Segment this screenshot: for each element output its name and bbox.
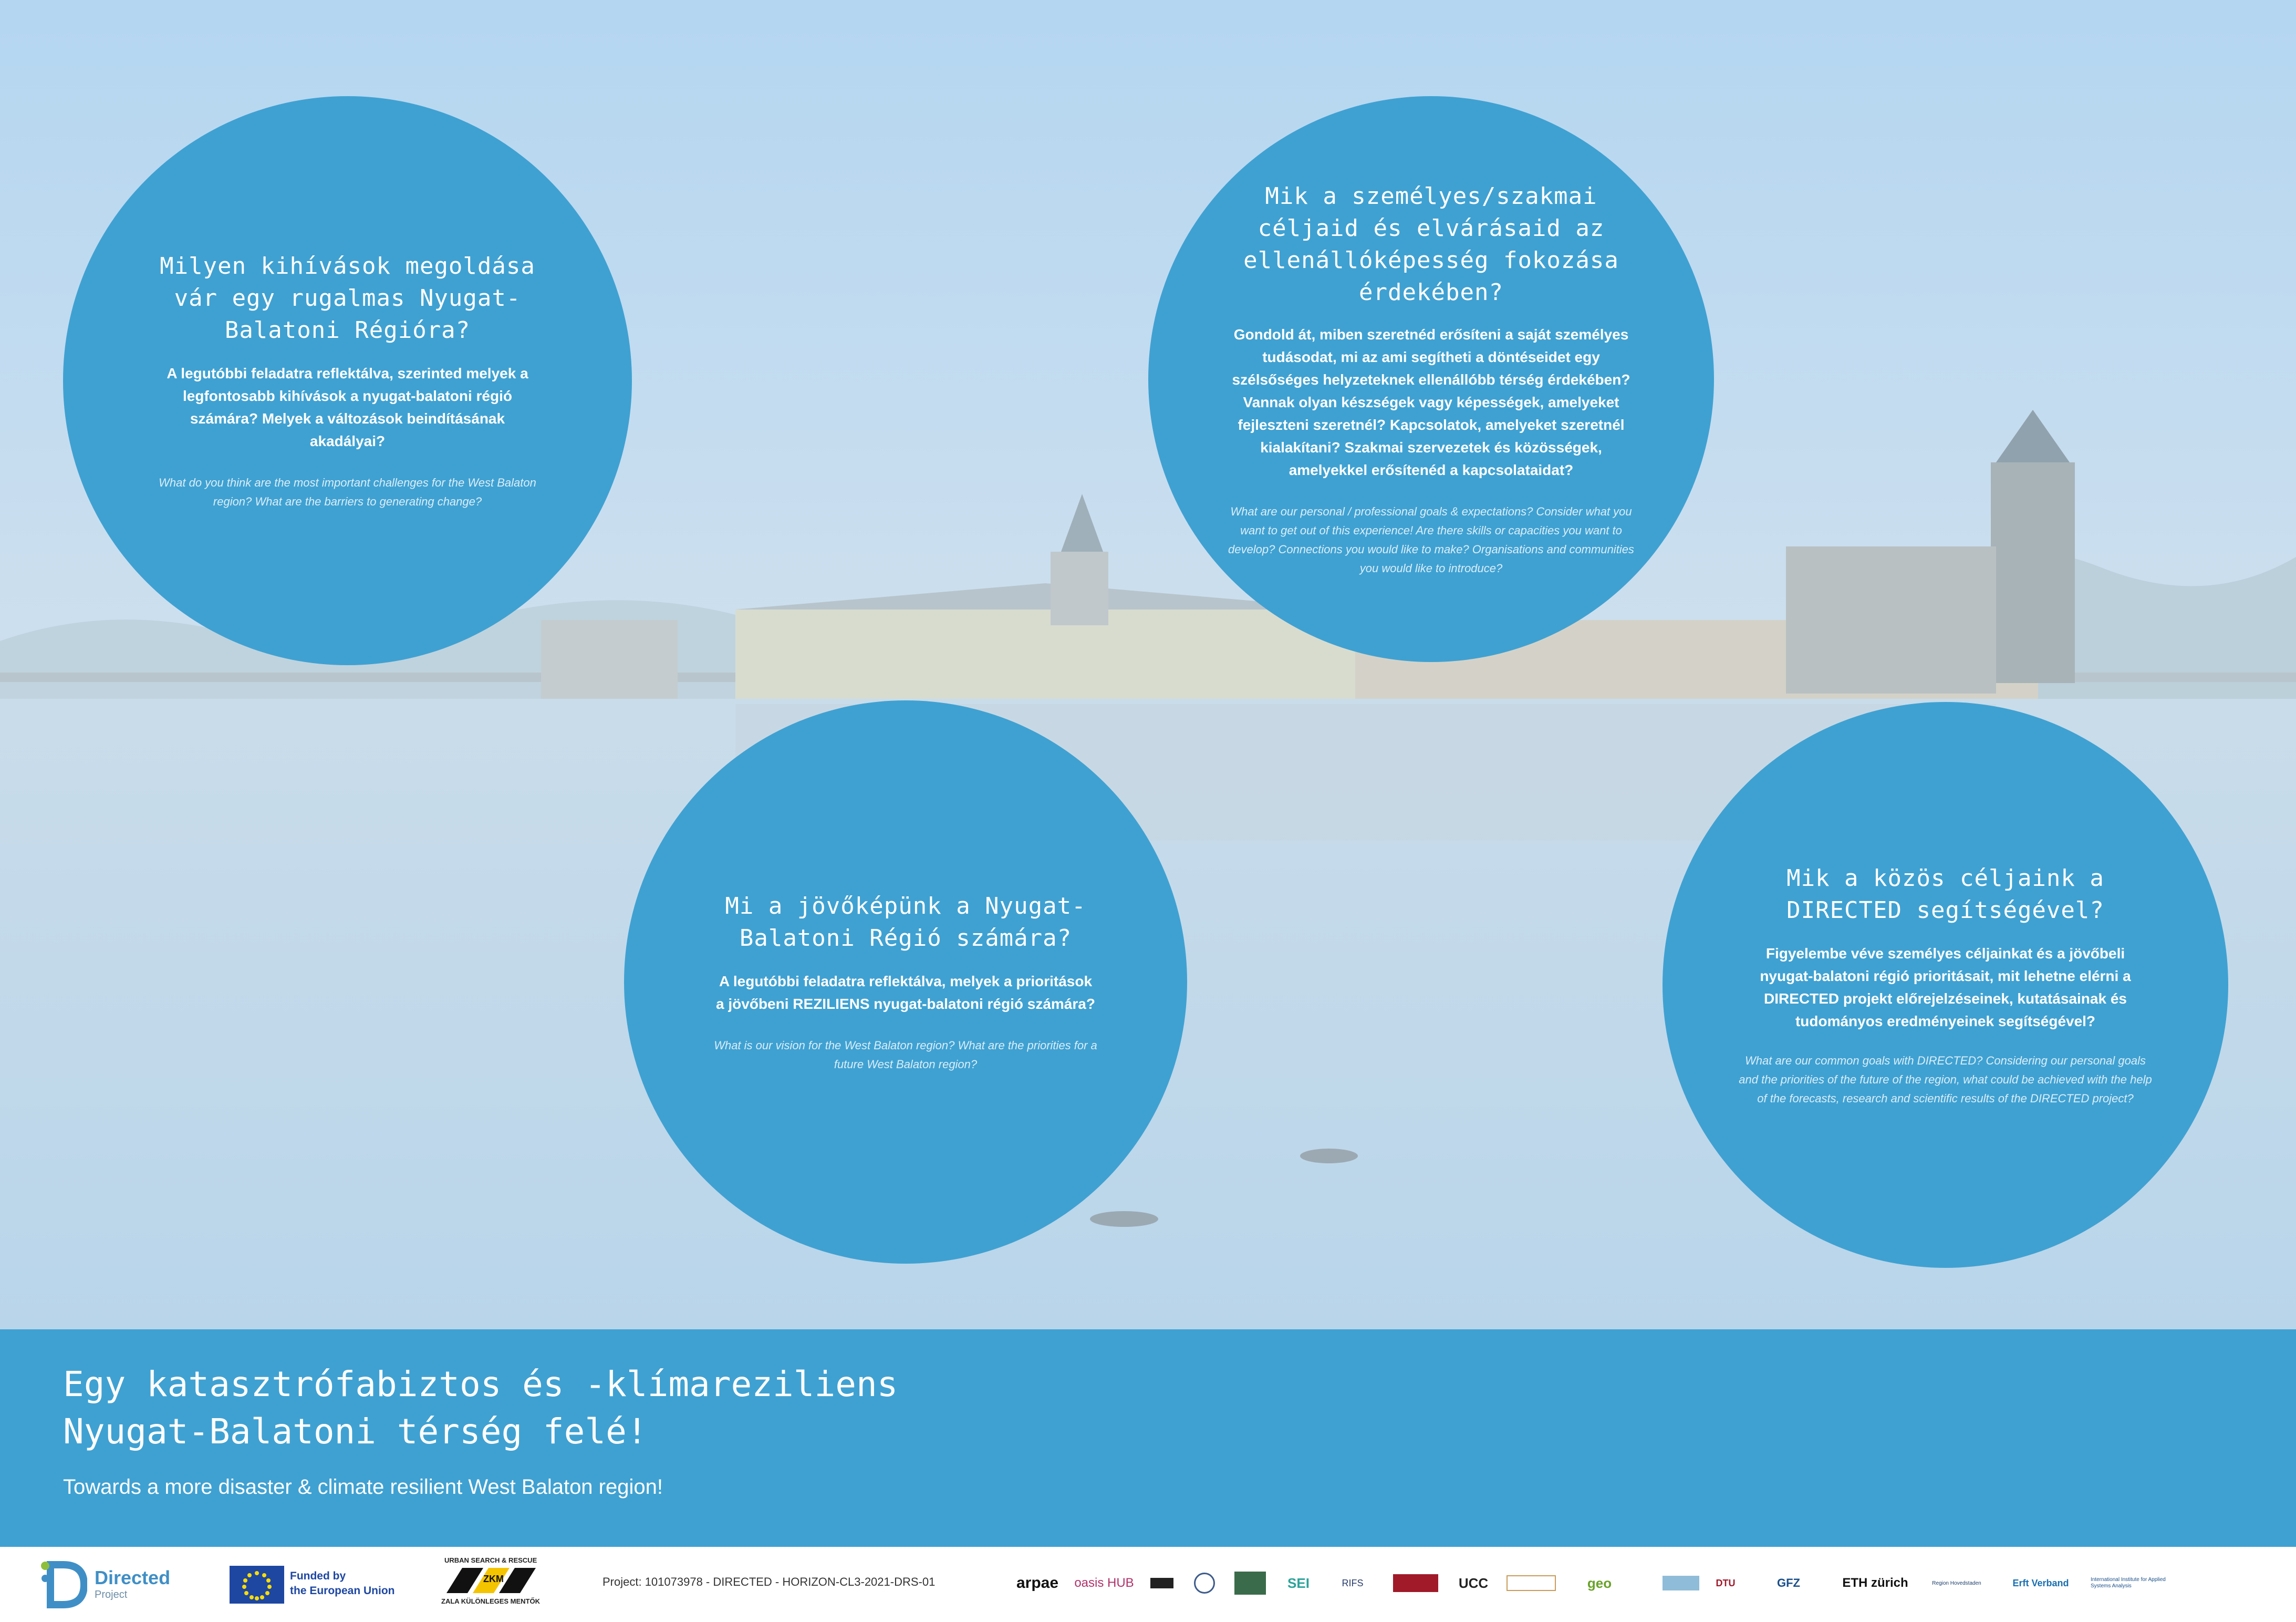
- circle-question: Mik a személyes/szakmai céljaid és elvárásaid az ellenállóképesség fokozása érdekében?: [1243, 183, 1619, 306]
- partner-logo-10: [1505, 1565, 1557, 1602]
- eu-funding-line-2: the European Union: [290, 1585, 395, 1597]
- partner-logo-8: [1389, 1565, 1442, 1602]
- partner-logo-dtu: DTU: [1716, 1577, 1736, 1588]
- circle-english-prompt: What is our vision for the West Balaton region? What are the priorities for a future West Balaton region?: [714, 1039, 1097, 1071]
- tower-left-body: [1051, 552, 1108, 625]
- tower-right-body: [1991, 462, 2075, 683]
- directed-logo-name: Directed: [95, 1567, 171, 1588]
- question-circle-goals: [1148, 96, 1714, 662]
- partner-logo-arpae: arpae: [1016, 1574, 1059, 1592]
- usar-logo-bottom: ZALA KÜLÖNLEGES MENTŐK: [441, 1597, 541, 1605]
- partner-logo-sei: SEI: [1287, 1575, 1310, 1591]
- villa-right: [1786, 546, 1996, 694]
- question-circle-vision: [624, 700, 1187, 1264]
- eu-flag-icon: [230, 1566, 284, 1604]
- circle-hungarian-prompt: Gondold át, miben szeretnéd erősíteni a saját személyes tudásodat, mi az ami segítheti a döntéseidet egy szélsőséges helyzeteknek ellenállóbb térség érdekében? Vannak olyan készségek vagy képességek, amelyeket fejleszteni szeretnél? Kapcsolatok, amelyeket szeretnél kialakítani? Szakmai szervezetek és közösségek, amelyekkel erősítenéd a kapcsolataidat?: [1232, 326, 1630, 478]
- eu-funding-line-1: Funded by: [290, 1570, 346, 1582]
- circle-question: Milyen kihívások megoldása vár egy rugalmas Nyugat-Balatoni Régióra?: [160, 253, 535, 344]
- partner-logo-gfz: GFZ: [1777, 1576, 1800, 1589]
- project-reference: Project: 101073978 - DIRECTED - HORIZON-CL3-2021-DRS-01: [602, 1575, 936, 1588]
- circle-hungarian-prompt: A legutóbbi feladatra reflektálva, szerinted melyek a legfontosabb kihívások a nyugat-balatoni régió számára? Melyek a változások beindításának akadályai?: [167, 365, 528, 449]
- partner-logo-eth: ETH zürich: [1842, 1576, 1908, 1590]
- question-circle-challenges: [63, 96, 632, 665]
- banner-title-line-2: Nyugat-Balatoni térség felé!: [63, 1411, 648, 1452]
- partner-logo-ucc: UCC: [1458, 1575, 1489, 1591]
- directed-logo-sub: Project: [95, 1589, 128, 1600]
- circle-english-prompt: What do you think are the most important challenges for the West Balaton region? What are the barriers to generating change?: [159, 476, 536, 508]
- question-circle-common-goals: [1663, 702, 2228, 1268]
- circle-question: Mik a közös céljaink a DIRECTED segítségével?: [1786, 864, 2104, 924]
- partner-logo-oasis: oasis HUB: [1074, 1576, 1134, 1590]
- circle-hungarian-prompt: Figyelembe véve személyes céljainkat és a jövőbeli nyugat-balatoni régió prioritásait, mit lehetne elérni a DIRECTED projekt előrejelzéseinek, kutatásainak és tudományos eredményeinek segítségével?: [1760, 945, 2131, 1029]
- banner-title-line-1: Egy katasztrófabiztos és -klímareziliens: [63, 1364, 898, 1404]
- circle-english-prompt: What are our common goals with DIRECTED? Considering our personal goals and the priorities of the future of the region, what could be achieved with the help of the forecasts, research and scientific results of the DIRECTED project?: [1739, 1053, 2152, 1105]
- partner-logo-iiasa: International Institute for Applied Systems Analysis: [2091, 1577, 2166, 1589]
- circle-hungarian-prompt: A legutóbbi feladatra reflektálva, melyek a prioritások a jövőbeni REZILIENS nyugat-balatoni régió számára?: [716, 973, 1095, 1012]
- zkm-logo-text: ZKM: [483, 1574, 504, 1584]
- partner-logo-12: [1660, 1565, 1702, 1602]
- directed-logo-icon: [40, 1559, 87, 1610]
- partner-logo-rifs: RIFS: [1342, 1577, 1364, 1588]
- partner-logo-region-hovedstaden: Region Hovedstaden: [1932, 1580, 1981, 1586]
- duck-1: [1300, 1149, 1358, 1163]
- bathhouse-left: [541, 620, 678, 699]
- circle-question: Mi a jövőképünk a Nyugat-Balatoni Régió számára?: [725, 893, 1086, 952]
- banner-title: [63, 1361, 1219, 1455]
- partner-logo-erftverband: Erft Verband: [2012, 1577, 2069, 1588]
- partner-logo-geo: geo: [1587, 1575, 1612, 1591]
- circle-english-prompt: What are our personal / professional goals & expectations? Consider what you want to get out of this experience! Are there skills or capacities you want to develop? Connections you would like to make? Organisations and communities you would like to introduce?: [1228, 505, 1634, 575]
- banner-subtitle: Towards a more disaster & climate resilient West Balaton region!: [63, 1475, 663, 1499]
- duck-2: [1090, 1211, 1158, 1227]
- partner-logos: [1009, 1565, 2280, 1602]
- partner-logo-5: [1229, 1565, 1271, 1602]
- bathhouse-main: [735, 609, 1355, 699]
- usar-logo-top: URBAN SEARCH & RESCUE: [444, 1556, 537, 1564]
- partner-logo-3: [1146, 1565, 1178, 1602]
- partner-logo-4: [1186, 1565, 1223, 1602]
